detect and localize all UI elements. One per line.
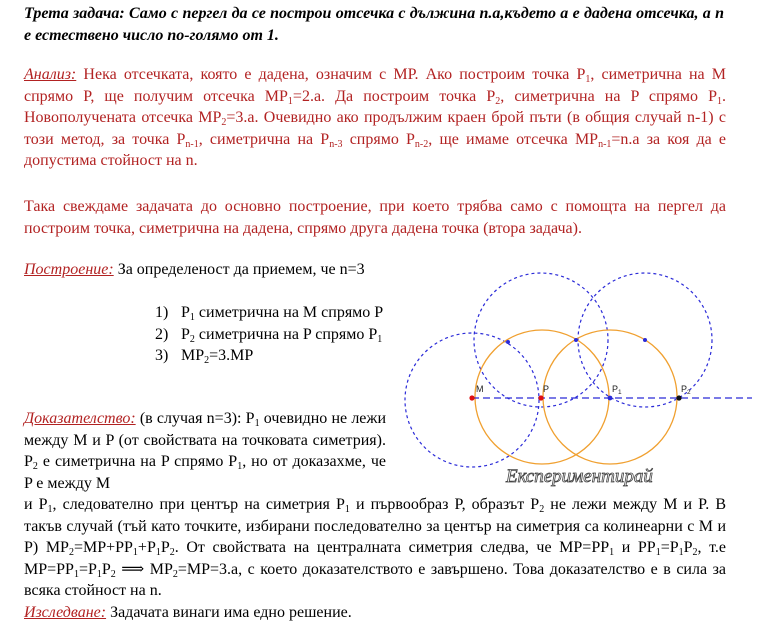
blue-circle bbox=[474, 273, 608, 407]
reduction-paragraph: Така свеждаме задачата до основно построение, при което трябва само с помощта на пергел да построим точка, симетрична на дадена, спрямо друга дадена точка (втора задача). bbox=[24, 198, 726, 237]
proof-continuation bbox=[24, 494, 726, 602]
blue-circles bbox=[405, 273, 712, 467]
step-number: 2) bbox=[155, 325, 169, 343]
proof-text-rest: и $P_1$, следователно при център на симетрия $P_1$ и първообраз P, образът $P_2$ не лежи между M и P. В такъв случай (тъй като точките, избирани последователно за център на симетрия са колинеарни с M и P) $MP_2=MP+PP_1+P_1P_2$. От свойствата на централната симетрия следва, че $MP=PP_1$ и $PP_1=P_1P_2$, т.е $MP=PP_1=P_1P_2$ ⟹ $MP_2=MP=3.a$, с което доказателството е завършено. Това доказателство е в сила за всяка стойност на n. bbox=[24, 496, 727, 599]
step-item bbox=[155, 345, 387, 367]
label-p1: $P_1$ bbox=[612, 384, 622, 396]
point bbox=[643, 338, 647, 342]
point bbox=[506, 340, 510, 344]
intersection-points bbox=[506, 338, 647, 344]
research-section bbox=[24, 602, 726, 624]
point-m bbox=[469, 395, 474, 400]
point-p bbox=[538, 395, 543, 400]
step-number: 3) bbox=[155, 347, 169, 364]
analysis-section bbox=[24, 64, 726, 172]
step-item bbox=[155, 302, 387, 324]
proof-heading: Доказателство: bbox=[24, 410, 136, 427]
point-p2 bbox=[676, 395, 681, 400]
proof-section bbox=[24, 408, 386, 494]
label-p2: $P_2$ bbox=[681, 384, 691, 396]
point bbox=[574, 338, 578, 342]
proof-text-start: (в случая n=3): $P_1$ очевидно не лежи между M и P (от свойствата на точковата симетрия). $P_2$ е симетрична на P спрямо $P_1$, но от доказахме, че P е между M bbox=[24, 410, 387, 492]
point-p1 bbox=[608, 396, 613, 401]
analysis-heading: Анализ: bbox=[24, 66, 77, 83]
research-text: Задачата винаги има едно решение. bbox=[110, 604, 352, 621]
label-m: M bbox=[476, 384, 484, 394]
step-text: $P_1$ симетрична на M спрямо P bbox=[181, 304, 384, 323]
step-text: $MP_2=3.MP$ bbox=[181, 347, 254, 366]
step-text: $P_2$ симетрична на P спрямо $P_1$ bbox=[181, 325, 383, 345]
construction-heading: Построение: bbox=[24, 261, 114, 278]
construction-figure bbox=[400, 262, 752, 492]
task-title: Трета задача: Само с пергел да се построи отсечка с дължина n.a,където a е дадена отсечка, а n е естествено число по-голямо от 1. bbox=[24, 5, 724, 44]
figure-caption: Експериментирай bbox=[506, 466, 653, 487]
label-p: P bbox=[543, 384, 550, 394]
step-number: 1) bbox=[155, 304, 169, 321]
step-item bbox=[155, 324, 387, 346]
analysis-text: Нека отсечката, която е дадена, означим с МР. Ако построим точка $P_1$, симетрична на M спрямо P, ще получим отсечка $MP_1=2.а$. Да построим точка $P_2$, симетрична на P спрямо $P_1$. Новополучената отсечка $MP_2=3.а$. Очевидно ако продължим краен брой пъти (в общия случай n-1) с този метод, за точка $P_{n-1}$, симетрична на $P_{n-3}$ спрямо $P_{n-2}$, ще имаме отсечка $MP_{n-1}=n.a$ за коя да е допустима стойност на n. bbox=[24, 66, 726, 169]
research-heading: Изследване: bbox=[24, 604, 107, 621]
construction-text: За определеност да приемем, че n=3 bbox=[117, 261, 365, 278]
construction-section bbox=[24, 259, 386, 281]
construction-steps bbox=[155, 302, 387, 367]
